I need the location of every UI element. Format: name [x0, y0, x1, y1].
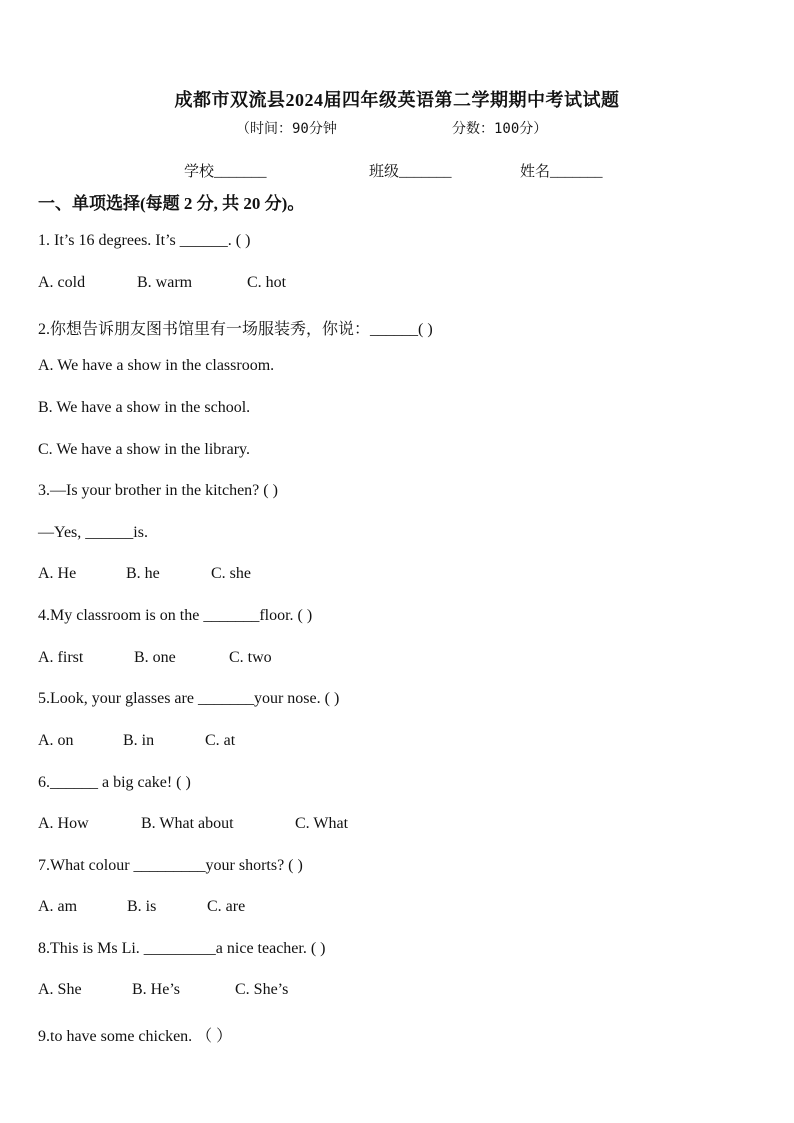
question-7: 7.What colour _________your shorts? ( ) [38, 857, 303, 874]
question-7-options [38, 898, 245, 916]
section-heading: 一、单项选择(每题 2 分, 共 20 分)。 [38, 194, 305, 213]
option-c: C. two [229, 649, 272, 666]
question-2-option-c: C. We have a show in the library. [38, 441, 250, 458]
question-8-options [38, 981, 288, 999]
question-6-options [38, 815, 348, 833]
option-b: B. What about [141, 815, 234, 832]
option-a: A. first [38, 649, 84, 666]
option-c: C. hot [247, 274, 287, 291]
option-a: A. How [38, 815, 89, 832]
question-5-options [38, 732, 235, 750]
question-9: 9.to have some chicken. （ ） [38, 1028, 233, 1045]
question-1: 1. It’s 16 degrees. It’s ______. ( ) [38, 232, 251, 249]
option-b: B. he [126, 565, 160, 582]
question-8: 8.This is Ms Li. _________a nice teacher. ( ) [38, 940, 326, 957]
option-b: B. He’s [132, 981, 180, 998]
option-a: A. am [38, 898, 78, 915]
option-a: A. She [38, 981, 82, 998]
option-b: B. one [134, 649, 176, 666]
name-field: 姓名_______ [520, 164, 603, 180]
option-c: C. are [207, 898, 246, 915]
question-3: 3.—Is your brother in the kitchen? ( ) [38, 482, 278, 499]
question-3-options [38, 565, 251, 583]
option-b: B. warm [137, 274, 193, 291]
question-4: 4.My classroom is on the _______floor. ( ) [38, 607, 313, 624]
class-field: 班级_______ [369, 164, 452, 180]
question-2-option-b: B. We have a show in the school. [38, 399, 251, 416]
question-2: 2.你想告诉朋友图书馆里有一场服装秀，你说：______( ) [38, 321, 433, 338]
option-c: C. she [211, 565, 251, 582]
option-c: C. What [295, 815, 349, 832]
option-b: B. is [127, 898, 157, 915]
option-a: A. on [38, 732, 74, 749]
option-c: C. at [205, 732, 236, 749]
page-title: 成都市双流县2024届四年级英语第二学期期中考试试题 [174, 90, 620, 110]
question-2-option-a: A. We have a show in the classroom. [38, 357, 275, 374]
question-4-options [38, 649, 272, 667]
question-3-reply: —Yes, ______is. [38, 524, 148, 541]
exam-time: （时间：90分钟 [236, 121, 337, 137]
option-c: C. She’s [235, 981, 289, 998]
school-field: 学校_______ [184, 164, 267, 180]
question-1-options [38, 274, 286, 292]
exam-score: 分数：100分） [452, 121, 548, 137]
option-a: A. cold [38, 274, 86, 291]
option-a: A. He [38, 565, 77, 582]
question-5: 5.Look, your glasses are _______your nose. ( ) [38, 690, 340, 707]
question-6: 6.______ a big cake! ( ) [38, 774, 191, 791]
option-b: B. in [123, 732, 155, 749]
